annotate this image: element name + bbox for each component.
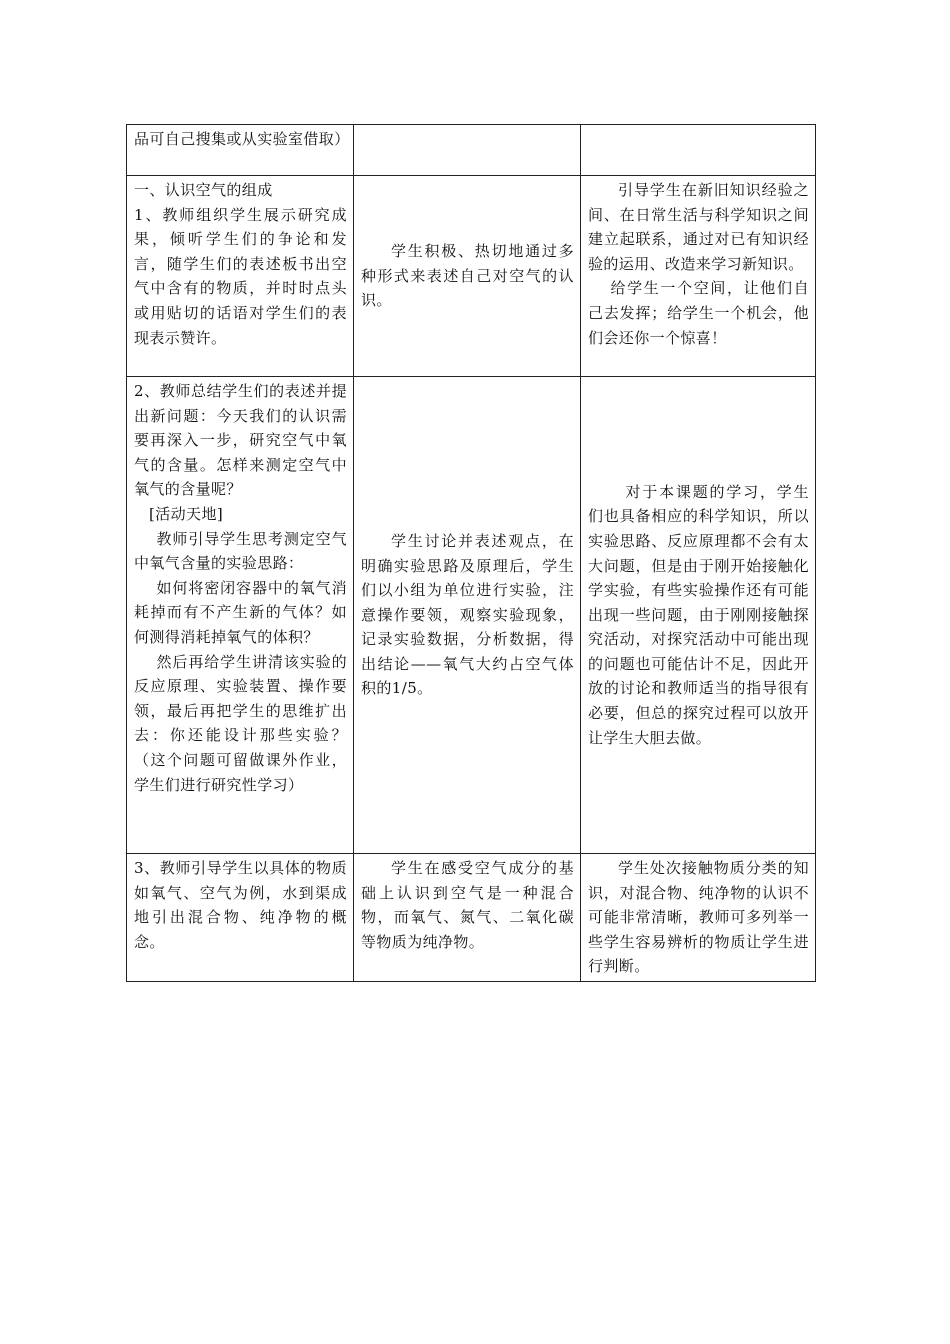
table-row (127, 176, 816, 377)
cell-text: 学生积极、热切地通过多种形式来表述自己对空气的认识。 (361, 242, 574, 310)
cell-text: 教师引导学生思考测定空气中氧气含量的实验思路： (134, 529, 347, 573)
cell-text: 2、教师总结学生们的表述并提出新问题：今天我们的认识需要再深入一步，研究空气中氧气的含量。怎样来测定空气中氧气的含量呢？ (134, 382, 347, 499)
cell-text: 学生处次接触物质分类的知识，对混合物、纯净物的认识不可能非常清晰，教师可多列举一些学生容易辨析的物质让学生进行判断。 (588, 859, 809, 976)
student-activity-cell (354, 854, 581, 982)
student-activity-cell (354, 176, 581, 377)
lesson-plan-table (126, 124, 816, 982)
cell-text: 如何将密闭容器中的氧气消耗掉而有不产生新的气体？如何测得消耗掉氧气的体积？ (134, 578, 347, 646)
teacher-activity-cell (127, 176, 354, 377)
design-intent-cell (581, 176, 816, 377)
student-activity-cell (354, 377, 581, 854)
cell-text: 给学生一个空间，让他们自己去发挥；给学生一个机会，他们会还你一个惊喜！ (588, 279, 809, 347)
cell-text: 学生讨论并表述观点，在明确实验思路及原理后，学生们以小组为单位进行实验，注意操作要领，观察实验现象，记录实验数据，分析数据，得出结论——氧气大约占空气体积的1/5。 (361, 531, 574, 698)
design-intent-cell (581, 854, 816, 982)
table-row (127, 854, 816, 982)
activity-label: [活动天地] (149, 504, 224, 523)
design-intent-cell (581, 377, 816, 854)
cell-text: 品可自己搜集或从实验室借取） (134, 130, 350, 148)
cell-text: 对于本课题的学习，学生们也具备相应的科学知识，所以实验思路、反应原理都不会有太大问题，但是由于刚开始接触化学实验，有些实验操作还有可能出现一些问题，由于刚刚接触探究活动，对探究活动中可能出现的问题也可能估计不足，因此开放的讨论和教师适当的指导很有必要，但总的探究过程可以放开让学生大胆去做。 (588, 482, 809, 747)
teacher-activity-cell (127, 125, 354, 176)
cell-text: 引导学生在新旧知识经验之间、在日常生活与科学知识之间建立起联系，通过对已有知识经验的运用、改造来学习新知识。 (588, 181, 809, 273)
table-row (127, 125, 816, 176)
table-row (127, 377, 816, 854)
teacher-activity-cell (127, 377, 354, 854)
teacher-activity-cell (127, 854, 354, 982)
design-intent-cell (581, 125, 816, 176)
cell-text: 1、教师组织学生展示研究成果，倾听学生们的争论和发言，随学生们的表述板书出空气中含有的物质，并时时点头或用贴切的话语对学生们的表现表示赞许。 (134, 205, 347, 347)
student-activity-cell (354, 125, 581, 176)
cell-text: 3、教师引导学生以具体的物质如氧气、空气为例，水到渠成地引出混合物、纯净物的概念。 (134, 859, 347, 951)
cell-text: 学生在感受空气成分的基础上认识到空气是一种混合物，而氧气、氮气、二氧化碳等物质为纯净物。 (361, 859, 574, 951)
cell-text: 然后再给学生讲清该实验的反应原理、实验装置、操作要领，最后再把学生的思维扩出去：你还能设计那些实验？（这个问题可留做课外作业，学生们进行研究性学习） (134, 652, 347, 794)
section-heading: 一、认识空气的组成 (134, 181, 273, 199)
